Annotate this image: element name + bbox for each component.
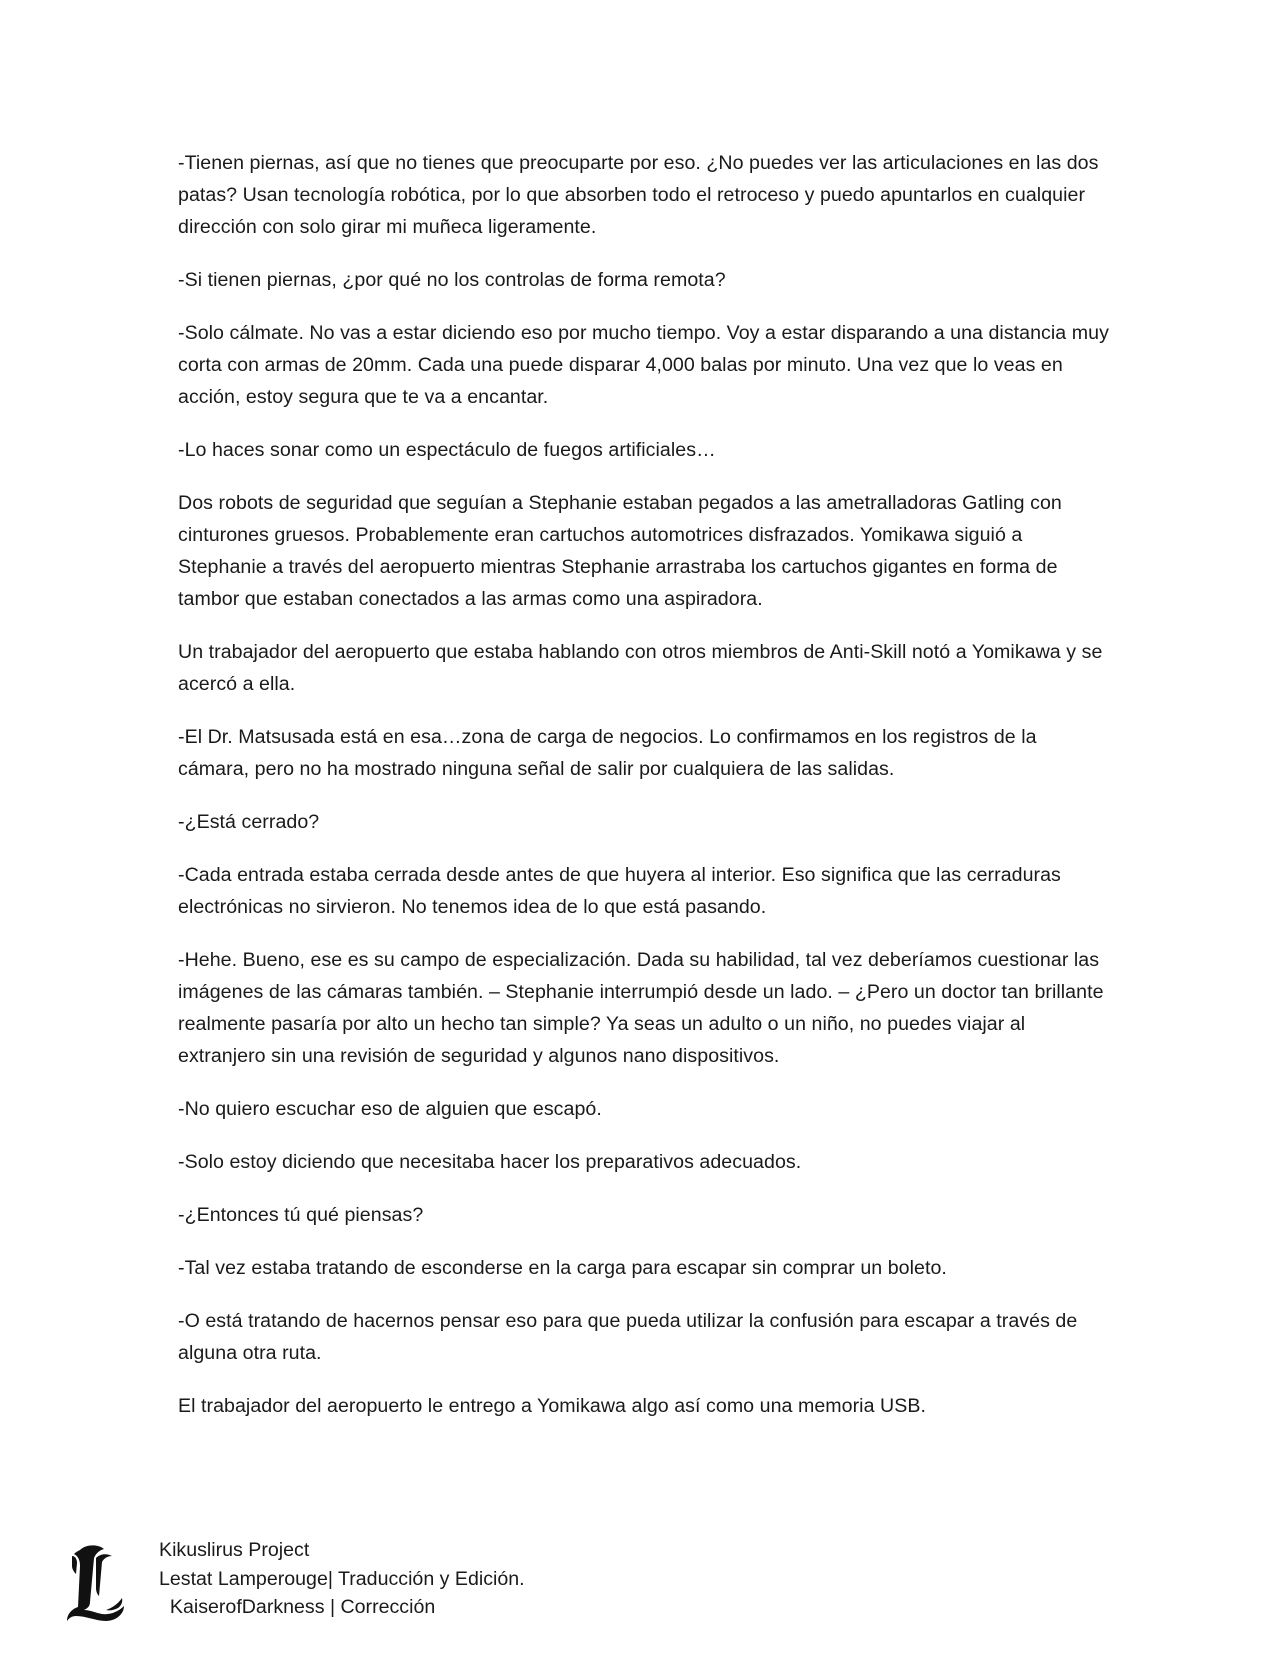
paragraph: -El Dr. Matsusada está en esa…zona de carga de negocios. Lo confirmamos en los registros de la cámara, pero no ha mostrado ninguna señal de salir por cualquiera de las salidas. [178, 726, 1037, 780]
paragraph: -O está tratando de hacernos pensar eso para que pueda utilizar la confusión para escapar a través de alguna otra ruta. [178, 1310, 1078, 1364]
paragraph: -Tal vez estaba tratando de esconderse en la carga para escapar sin comprar un boleto. [178, 1257, 947, 1279]
document-body [178, 147, 1113, 1443]
paragraph: -¿Está cerrado? [178, 811, 320, 833]
paragraph: -Solo estoy diciendo que necesitaba hacer los preparativos adecuados. [178, 1151, 802, 1173]
translator-credit: Lestat Lamperouge| Traducción y Edición. [159, 1567, 525, 1590]
paragraph: -¿Entonces tú qué piensas? [178, 1204, 424, 1226]
credits-footer [66, 1536, 666, 1636]
project-name: Kikuslirus Project [159, 1539, 310, 1561]
paragraph: -Hehe. Bueno, ese es su campo de especialización. Dada su habilidad, tal vez deberíamos cuestionar las imágenes de las cámaras también. – Stephanie interrumpió desde un lado. – ¿Pero un doctor tan brillante realmente pasaría por alto un hecho tan simple? Ya seas un adulto o un niño, no puedes viajar al extranjero sin una revisión de seguridad y algunos nano dispositivos. [178, 949, 1104, 1067]
paragraph: -Cada entrada estaba cerrada desde antes de que huyera al interior. Eso significa que las cerraduras electrónicas no sirvieron. No tenemos idea de lo que está pasando. [178, 864, 1061, 918]
paragraph: -No quiero escuchar eso de alguien que escapó. [178, 1098, 602, 1120]
gothic-L-logo-icon [66, 1544, 128, 1622]
paragraph: -Solo cálmate. No vas a estar diciendo eso por mucho tiempo. Voy a estar disparando a una distancia muy corta con armas de 20mm. Cada una puede disparar 4,000 balas por minuto. Una vez que lo veas en acción, estoy segura que te va a encantar. [178, 322, 1109, 408]
paragraph: -Tienen piernas, así que no tienes que preocuparte por eso. ¿No puedes ver las articulaciones en las dos patas? Usan tecnología robótica, por lo que absorben todo el retroceso y puedo apuntarlos en cualquier dirección con solo girar mi muñeca ligeramente. [178, 152, 1099, 238]
paragraph: Un trabajador del aeropuerto que estaba hablando con otros miembros de Anti-Skill notó a Yomikawa y se acercó a ella. [178, 641, 1103, 695]
paragraph: -Lo haces sonar como un espectáculo de fuegos artificiales… [178, 439, 716, 461]
paragraph: Dos robots de seguridad que seguían a Stephanie estaban pegados a las ametralladoras Gatling con cinturones gruesos. Probablemente eran cartuchos automotrices disfrazados. Yomikawa siguió a Stephanie a través del aeropuerto mientras Stephanie arrastraba los cartuchos gigantes en forma de tambor que estaban conectados a las armas como una aspiradora. [178, 492, 1062, 610]
paragraph: El trabajador del aeropuerto le entrego a Yomikawa algo así como una memoria USB. [178, 1395, 926, 1417]
paragraph: -Si tienen piernas, ¿por qué no los controlas de forma remota? [178, 269, 726, 291]
credits-text [159, 1536, 525, 1622]
proofreader-credit: KaiserofDarkness | Corrección [159, 1596, 436, 1618]
